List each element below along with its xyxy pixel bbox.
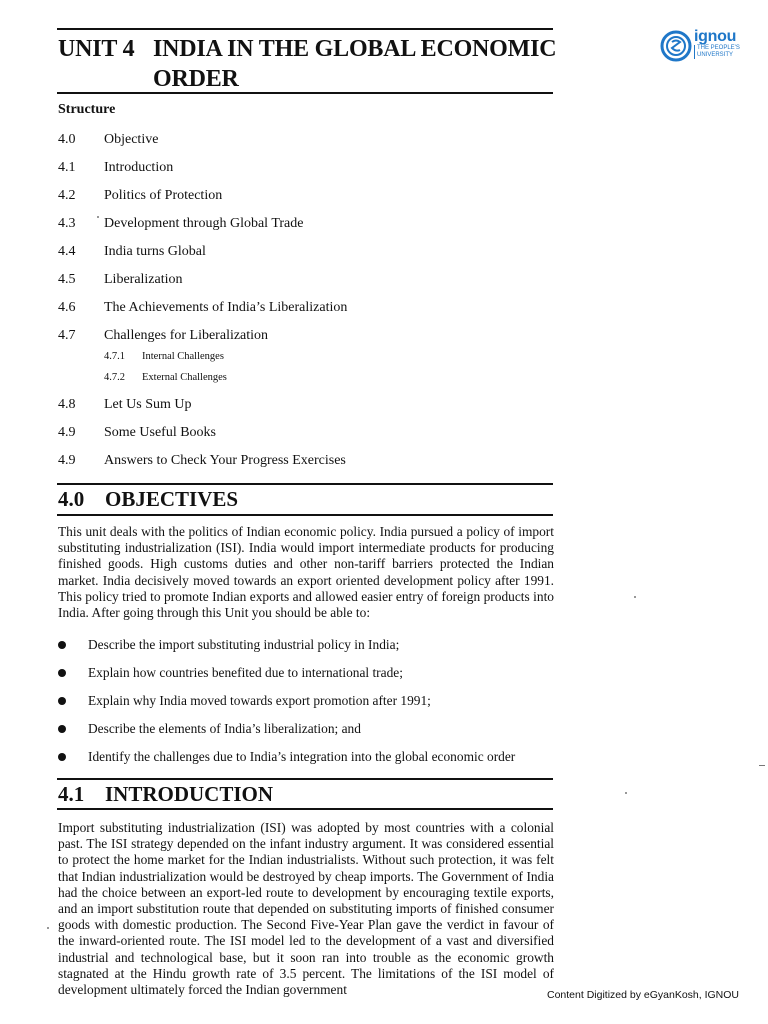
structure-heading: Structure xyxy=(58,102,116,117)
toc-item xyxy=(58,242,206,262)
list-item-text: Explain how countries benefited due to international trade; xyxy=(88,665,403,680)
toc-label: Some Useful Books xyxy=(104,425,216,440)
toc-item xyxy=(58,395,192,415)
introduction-title: INTRODUCTION xyxy=(105,782,274,806)
logo-tagline-1: THE PEOPLE'S xyxy=(697,45,740,51)
toc-item xyxy=(58,326,268,346)
objectives-number: 4.0 xyxy=(58,487,85,511)
toc-number: 4.3 xyxy=(58,216,76,231)
introduction-top-rule xyxy=(57,778,553,780)
toc-label: India turns Global xyxy=(104,244,206,259)
objectives-title: OBJECTIVES xyxy=(105,487,239,511)
toc-item xyxy=(58,158,173,178)
list-item-text: Explain why India moved towards export promotion after 1991; xyxy=(88,693,431,708)
bullet-icon xyxy=(58,725,66,733)
unit-title-line1: INDIA IN THE GLOBAL ECONOMIC xyxy=(153,36,557,62)
objectives-heading xyxy=(58,486,238,512)
toc-item xyxy=(58,298,347,318)
toc-label: Politics of Protection xyxy=(104,188,223,203)
introduction-paragraph: Import substituting industrialization (ISI) was adopted by most countries with a colonial past. The ISI strategy depended on the infant industry argument. It was considered essential to protect the home market for the Indian industrialists. Without such protection, it was felt that Indian industrialization would be destroyed by cheap imports. The Government of India had the choice between an export-led route to development by encouraging textile exports, and an import substitution route that depended on substituting imports of finished consumer goods with domestic production. The Second Five-Year Plan gave the verdict in favour of the inward-oriented route. The ISI model led to the development of a vast and diversified industrial and technological base, but it soon ran into trouble as the economic growth stagnated at the Hindu growth rate of 3.5 percent. The limitations of the ISI model of development ultimately forced the Indian government xyxy=(58,820,554,998)
toc-label: Objective xyxy=(104,132,159,147)
unit-title-line2: ORDER xyxy=(153,66,239,92)
scan-speck xyxy=(97,216,99,218)
toc-item xyxy=(58,130,158,150)
toc-sublabel: Internal Challenges xyxy=(142,351,224,362)
scan-speck xyxy=(634,596,636,598)
bullet-icon xyxy=(58,641,66,649)
toc-label: Liberalization xyxy=(104,272,183,287)
toc-number: 4.7 xyxy=(58,328,76,343)
header-bottom-rule xyxy=(57,92,553,94)
toc-number: 4.9 xyxy=(58,453,76,468)
list-item-text: Identify the challenges due to India’s integration into the global economic order xyxy=(88,749,516,764)
toc-label: Introduction xyxy=(104,160,174,175)
toc-subnumber: 4.7.2 xyxy=(104,372,125,383)
toc-label: Development through Global Trade xyxy=(104,216,304,231)
bullet-icon xyxy=(58,697,66,705)
scan-speck xyxy=(625,792,627,794)
footer-credit: Content Digitized by eGyanKosh, IGNOU xyxy=(547,989,740,1001)
list-item-text: Describe the elements of India’s liberalization; and xyxy=(88,721,361,736)
unit-label: UNIT 4 xyxy=(58,36,135,62)
logo-wordmark: ignou xyxy=(694,28,737,45)
unit-title xyxy=(58,34,578,94)
objectives-top-rule xyxy=(57,483,553,485)
toc-label: Answers to Check Your Progress Exercises xyxy=(104,453,346,468)
toc-item xyxy=(58,270,183,290)
objectives-bottom-rule xyxy=(57,514,553,516)
toc-sublabel: External Challenges xyxy=(142,372,227,383)
objectives-paragraph: This unit deals with the politics of Indian economic policy. India pursued a policy of import substituting industrialization (ISI). India would import intermediate products for producing finished goods. High customs duties and other non-tariff barriers protected the Indian market. India decisively moved towards an export oriented development policy after 1991. This policy tried to promote Indian exports and allowed easier entry of foreign products into India. After going through this Unit you should be able to: xyxy=(58,524,554,621)
introduction-bottom-rule xyxy=(57,808,553,810)
bullet-icon xyxy=(58,753,66,761)
toc-number: 4.4 xyxy=(58,244,76,259)
toc-label: Challenges for Liberalization xyxy=(104,328,269,343)
toc-label: Let Us Sum Up xyxy=(104,397,192,412)
toc-subnumber: 4.7.1 xyxy=(104,351,125,362)
toc-number: 4.9 xyxy=(58,425,76,440)
toc-item xyxy=(58,186,222,206)
toc-item xyxy=(58,214,303,234)
logo-tagline xyxy=(694,45,740,59)
introduction-heading xyxy=(58,781,273,807)
scan-speck xyxy=(47,927,49,929)
logo-tagline-2: UNIVERSITY xyxy=(697,52,734,58)
toc-number: 4.1 xyxy=(58,160,76,175)
list-item-text: Describe the import substituting industrial policy in India; xyxy=(88,637,400,652)
ignou-emblem-icon xyxy=(660,30,692,62)
toc-number: 4.6 xyxy=(58,300,76,315)
toc-number: 4.2 xyxy=(58,188,76,203)
toc-item xyxy=(58,451,346,471)
toc-subitem xyxy=(104,350,224,364)
introduction-number: 4.1 xyxy=(58,782,85,806)
toc-subitem xyxy=(104,371,227,385)
ignou-logo xyxy=(660,30,750,64)
scan-speck xyxy=(759,765,765,766)
toc-label: The Achievements of India’s Liberalization xyxy=(104,300,348,315)
bullet-icon xyxy=(58,669,66,677)
toc-number: 4.0 xyxy=(58,132,76,147)
header-top-rule xyxy=(57,28,553,30)
toc-number: 4.5 xyxy=(58,272,76,287)
toc-item xyxy=(58,423,216,443)
toc-number: 4.8 xyxy=(58,397,76,412)
